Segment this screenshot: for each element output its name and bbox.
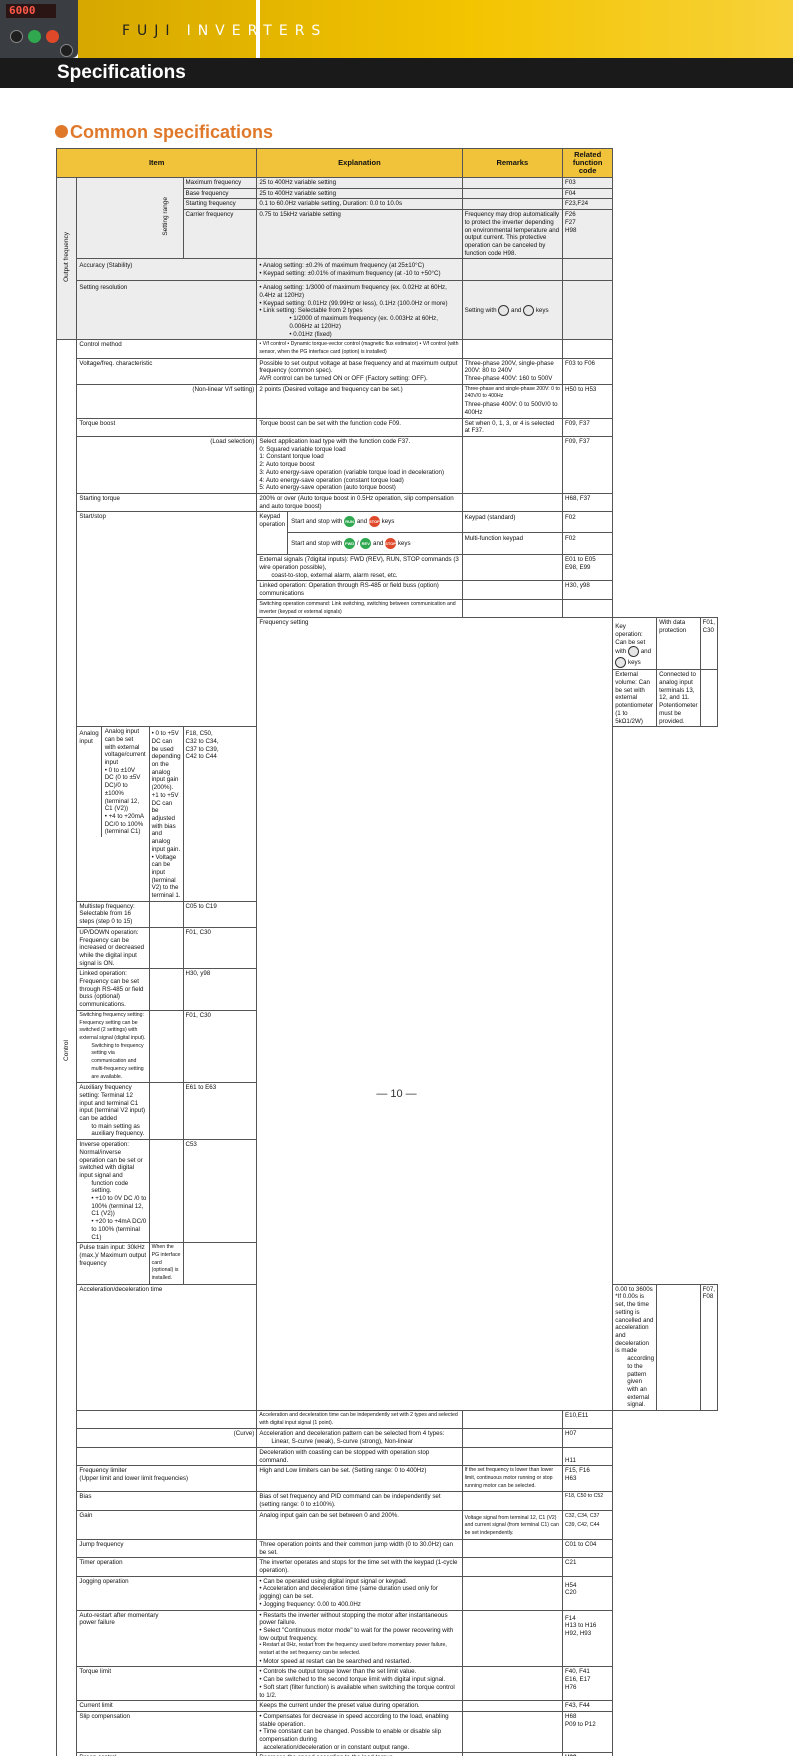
explanation-cell: Switching frequency setting: Frequency setting can be switched (2 settings) with external signal (digital input). Switching to frequency setting via communication and multi-frequency setting are available. (77, 1010, 149, 1082)
table-row (57, 1447, 718, 1465)
table-row (57, 493, 718, 511)
run-key-icon: RUN (344, 516, 355, 527)
item-cell: (Non-linear V/f setting) (77, 384, 257, 418)
item-cell (77, 1753, 257, 1756)
explanation-cell: • V/f control • Dynamic torque-vector control (magnetic flux estimator) • V/f control (with sensor, when the PG interface card (option) is installed) (257, 340, 462, 358)
remarks-cell: Setting with and keys (462, 281, 562, 340)
explanation-cell: 2 points (Desired voltage and frequency can be set.) (257, 384, 462, 418)
col-item: Item (57, 149, 257, 178)
remarks-cell: Three-phase and single-phase 200V: 0 to 240V/0 to 400Hz Three-phase 400V: 0 to 500V/0 to 400Hz (462, 384, 562, 418)
remarks-cell: Keypad (standard) Multi-function keypad (462, 512, 562, 555)
brand-logo (122, 23, 327, 39)
table-row (57, 259, 718, 281)
rev-key-icon: REV (360, 538, 371, 549)
explanation-cell: • Restarts the inverter without stopping the motor after instantaneous power failure. • Select "Continuous motor mode" to wait for the power recovering with low output frequency. • Restart at 0Hz, restart from the frequency used before momentary power failure, restart at the set frequency can be selected. • Motor speed at restart can be searched and restarted. (257, 1610, 462, 1667)
code-cell: F02 F02 (563, 512, 613, 555)
explanation-cell: High and Low limiters can be set. (Setting range: 0 to 400Hz) (257, 1466, 462, 1492)
item-cell: Base frequency (183, 188, 257, 199)
remarks-cell: Three-phase 200V, single-phase 200V: 80 to 240V Three-phase 400V: 160 to 500V (462, 358, 562, 384)
code-cell: H50 to H53 (563, 384, 613, 418)
explanation-cell: External volume: Can be set with external potentiometer (1 to 5kΩ1/2W) (613, 670, 657, 727)
item-cell: Bias (77, 1492, 257, 1510)
explanation-cell (257, 512, 462, 555)
table-row (57, 1667, 718, 1701)
explanation-cell: • Compensates for decrease in speed according to the load, enabling stable operation. • Time constant can be changed. Possible to enable or disable slip compensation during acceleration/deceleration or in constant output range. (257, 1711, 462, 1753)
explanation-cell: External signals (7digital inputs): FWD (REV), RUN, STOP commands (3 wire operation possible), coast-to-stop, external alarm, alarm reset, etc. (257, 555, 462, 581)
table-row (57, 340, 718, 358)
table-header-row (57, 149, 718, 178)
table-row (57, 1492, 718, 1510)
table-row (57, 512, 718, 555)
col-explanation: Explanation (257, 149, 462, 178)
explanation-cell: UP/DOWN operation: Frequency can be increased or decreased while the digital input signal is ON. (77, 927, 149, 969)
explanation-cell: Deceleration with coasting can be stopped with operation stop command. (257, 1447, 462, 1465)
explanation-cell: • Controls the output torque lower than the set limit value. • Can be switched to the second torque limit with digital input signal. • Soft start (filter function) is available when switching the torque control to 1/2. (257, 1667, 462, 1701)
code-cell: H54 C20 (563, 1576, 613, 1610)
remarks-cell: Voltage signal from terminal 12, C1 (V2) and current signal (from terminal C1) can be set independently. (462, 1510, 562, 1539)
table-row (57, 1753, 718, 1756)
item-cell: Setting resolution (77, 281, 257, 340)
category-control: Control (57, 340, 77, 1756)
explanation-cell: Possible to set output voltage at base frequency and at maximum output frequency (common spec). AVR control can be turned ON or OFF (Factory setting: OFF). (257, 358, 462, 384)
item-cell: (Curve) (77, 1429, 257, 1447)
explanation-cell: Pulse train input: 30kHz (max.)/ Maximum output frequency (77, 1243, 149, 1285)
table-row (57, 178, 718, 189)
explanation-cell: Torque boost can be set with the function code F09. (257, 418, 462, 436)
up-key-icon (628, 646, 639, 657)
page-number: — 10 — (376, 1088, 417, 1100)
item-cell: Current limit (77, 1701, 257, 1712)
explanation-cell: 25 to 400Hz variable setting (257, 178, 462, 189)
subcategory-setting-range: Setting range (149, 178, 183, 259)
stop-key-icon: STOP (385, 538, 396, 549)
remarks-cell: When the PG interface card (optional) is installed. (149, 1243, 183, 1285)
explanation-cell: • Analog setting: ±0.2% of maximum frequency (at 25±10°C) • Keypad setting: ±0.01% of maximum frequency (at -10 to +50°C) (257, 259, 462, 281)
code-cell: H68 P09 to P12 (563, 1711, 613, 1753)
code-cell: H11 (563, 1447, 613, 1465)
title-bar (0, 58, 793, 88)
explanation-cell: 0.00 to 3600s *If 0.00s is set, the time setting is cancelled and acceleration and deceleration is made according to the pattern given with an external signal. (613, 1284, 657, 1410)
item-cell: Control method (77, 340, 257, 358)
code-cell: E01 to E05 E98, E99 (563, 555, 613, 581)
specifications-table (56, 148, 718, 1756)
table-row (57, 1558, 718, 1576)
analog-input-label: Analog input (77, 727, 101, 837)
explanation-cell: Acceleration and deceleration time can be independently set with 2 types and selected with digital input signal (1 point). (257, 1411, 462, 1429)
explanation-cell: Select application load type with the function code F37. 0: Squared variable torque load 1: Constant torque load 2: Auto torque boost 3: Auto energy-save operation (variable torque load in deceleration) 4: Auto energy-save operation (constant torque load) 5: Auto energy-save operation (auto torque boost) (257, 436, 462, 493)
explanation-cell: • Can be operated using digital input signal or keypad. • Acceleration and deceleration time (same duration used only for jogging) can be set. • Jogging frequency: 0.00 to 400.0Hz (257, 1576, 462, 1610)
item-cell: Voltage/freq. characteristic (77, 358, 257, 384)
item-cell: Accuracy (Stability) (77, 259, 257, 281)
category-output-frequency: Output frequency (57, 178, 77, 340)
bullet-icon (55, 125, 68, 138)
item-cell: Torque boost (77, 418, 257, 436)
keypad-fwd-rev-stop: Start and stop with FWD / REV and STOP keys (288, 533, 461, 554)
code-cell (563, 1753, 613, 1756)
item-cell: (Load selection) (77, 436, 257, 493)
keypad-button-icon (10, 30, 23, 43)
code-cell: H07 (563, 1429, 613, 1447)
code-cell: F01, C30 (183, 1010, 257, 1082)
remarks-cell: Frequency may drop automatically to protect the inverter depending on environmental temperature and output current. This protective operation can be canceled by function code H98. (462, 210, 562, 259)
code-cell: F18, C50, C32 to C34, C37 to C39, C42 to C44 (183, 727, 257, 901)
explanation-cell: 200% or over (Auto torque boost in 0.5Hz operation, slip compensation and auto torque boost) (257, 493, 462, 511)
keypad-display: 6000 (6, 4, 56, 18)
code-cell: F01, C30 (700, 618, 717, 670)
keypad-run-stop: Start and stop with RUN and STOP keys (288, 512, 461, 533)
item-cell: Jogging operation (77, 1576, 257, 1610)
brand-inverters: INVERTERS (186, 23, 328, 39)
explanation-cell: 0.75 to 15kHz variable setting (257, 210, 462, 259)
table-row (57, 436, 718, 493)
item-cell: Torque limit (77, 1667, 257, 1701)
explanation-cell: Inverse operation: Normal/inverse operation can be set or switched with digital input signal and function code setting. • +10 to 0V DC /0 to 100% (terminal 12, C1 (V2)) • +20 to +4mA DC/0 to 100% (terminal C1) (77, 1140, 149, 1243)
explanation-cell: Switching operation command: Link switching, switching between communication and inverter (keypad or external signals) (257, 599, 462, 617)
table-row (57, 1576, 718, 1610)
code-cell: H68, F37 (563, 493, 613, 511)
explanation-cell: Linked operation: Operation through RS-485 or field buss (option) communications (257, 581, 462, 599)
keypad-stop-icon (46, 30, 59, 43)
col-remarks: Remarks (462, 149, 562, 178)
code-cell: F04 (563, 188, 613, 199)
table-row (57, 1411, 718, 1429)
fwd-key-icon: FWD (344, 538, 355, 549)
code-cell: F09, F37 (563, 418, 613, 436)
page-header (0, 0, 793, 88)
remarks-cell: Set when 0, 1, 3, or 4 is selected at F37. (462, 418, 562, 436)
inverter-keypad-image (0, 0, 78, 58)
table-row (57, 1539, 718, 1557)
keypad-button-icon (60, 44, 73, 57)
item-cell: Acceleration/deceleration time (77, 1284, 257, 1410)
explanation-cell: The inverter operates and stops for the time set with the keypad (1-cycle operation). (257, 1558, 462, 1576)
explanation-cell: Keeps the current under the preset value during operation. (257, 1701, 462, 1712)
keypad-run-icon (28, 30, 41, 43)
code-cell: F15, F16 H63 (563, 1466, 613, 1492)
code-cell: C21 (563, 1558, 613, 1576)
brand-fuji: FUJI (122, 23, 177, 39)
item-cell: Carrier frequency (183, 210, 257, 259)
item-cell: Timer operation (77, 1558, 257, 1576)
down-key-icon (523, 305, 534, 316)
table-row (57, 418, 718, 436)
explanation-cell: Linked operation: Frequency can be set through RS-485 or field buss (optional) communications. (77, 969, 149, 1011)
section-title: Common specifications (55, 122, 273, 143)
code-cell: C01 to C04 (563, 1539, 613, 1557)
remarks-cell: Connected to analog input terminals 13, 12, and 11. Potentiometer must be provided. (657, 670, 701, 727)
code-cell: H30, y98 (563, 581, 613, 599)
code-cell: F07, F08 (700, 1284, 717, 1410)
item-cell: Starting frequency (183, 199, 257, 210)
item-cell: Frequency limiter (Upper limit and lower limit frequencies) (77, 1466, 257, 1492)
item-cell: Jump frequency (77, 1539, 257, 1557)
code-cell: F18, C50 to C52 (563, 1492, 613, 1510)
item-cell: Auto-restart after momentary power failure (77, 1610, 257, 1667)
code-cell: F23,F24 (563, 199, 613, 210)
explanation-cell: Bias of set frequency and PID command can be independently set (setting range: 0 to ±100%). (257, 1492, 462, 1510)
col-code: Related function code (563, 149, 613, 178)
explanation-cell: Acceleration and deceleration pattern can be selected from 4 types: Linear, S-curve (weak), S-curve (strong), Non-linear (257, 1429, 462, 1447)
table-row (57, 1510, 718, 1539)
explanation-cell: Analog input Analog input can be set with external voltage/current input • 0 to ±10V DC (0 to ±5V DC)/0 to ±100% (terminal 12, C1 (V2)) • +4 to +20mA DC/0 to 100% (terminal C1) (77, 727, 149, 901)
stop-key-icon: STOP (369, 516, 380, 527)
up-key-icon (498, 305, 509, 316)
code-cell: F03 (563, 178, 613, 189)
explanation-cell: Analog input gain can be set between 0 and 200%. (257, 1510, 462, 1539)
code-cell: F14 H13 to H16 H92, H93 (563, 1610, 613, 1667)
explanation-cell: 25 to 400Hz variable setting (257, 188, 462, 199)
item-cell: Starting torque (77, 493, 257, 511)
table-row (57, 281, 718, 340)
item-cell: Frequency setting (257, 618, 613, 1411)
code-cell: F43, F44 (563, 1701, 613, 1712)
code-cell: C53 (183, 1140, 257, 1243)
code-cell: E61 to E63 (183, 1083, 257, 1140)
table-row (57, 1610, 718, 1667)
code-cell: E10,E11 (563, 1411, 613, 1429)
down-key-icon (615, 657, 626, 668)
item-cell: Maximum frequency (183, 178, 257, 189)
code-cell: C05 to C19 (183, 901, 257, 927)
page-title: Specifications (57, 62, 186, 83)
item-cell: Slip compensation (77, 1711, 257, 1753)
code-cell: F09, F37 (563, 436, 613, 493)
explanation-cell: Multistep frequency: Selectable from 16 steps (step 0 to 15) (77, 901, 149, 927)
explanation-cell: Auxiliary frequency setting: Terminal 12 input and terminal C1 input (terminal V2 input) can be added to main setting as auxiliary frequency. (77, 1083, 149, 1140)
item-cell: Start/stop (77, 512, 257, 727)
code-cell: F40, F41 E16, E17 H76 (563, 1667, 613, 1701)
code-cell: H30, y98 (183, 969, 257, 1011)
table-row (57, 1711, 718, 1753)
explanation-cell: 0.1 to 60.0Hz variable setting, Duration: 0.0 to 10.0s (257, 199, 462, 210)
explanation-cell: Key operation: Can be set with and keys (613, 618, 657, 670)
remarks-cell: • 0 to +5V DC can be used depending on the analog input gain (200%). +1 to +5V DC can be adjusted with bias and analog input gain. • Voltage can be input (terminal V2) to the terminal 1. (149, 727, 183, 901)
keypad-operation-label: Keypad operation (257, 512, 287, 554)
remarks-cell: If the set frequency is lower than lower limit, continuous motor running or stop running motor can be selected. (462, 1466, 562, 1492)
table-row (57, 1466, 718, 1492)
table-row (57, 1429, 718, 1447)
remarks-cell: With data protection (657, 618, 701, 670)
table-row (57, 358, 718, 384)
code-cell: F26 F27 H98 (563, 210, 613, 259)
table-row (57, 1701, 718, 1712)
table-row (57, 384, 718, 418)
explanation-cell: Three operation points and their common jump width (0 to 30.0Hz) can be set. (257, 1539, 462, 1557)
code-cell: F01, C30 (183, 927, 257, 969)
explanation-cell: • Analog setting: 1/3000 of maximum frequency (ex. 0.02Hz at 60Hz, 0.4Hz at 120Hz) • Keypad setting: 0.01Hz (99.99Hz or less), 0.1Hz (100.0Hz or more) • Link setting: Selectable from 2 types • 1/2000 of maximum frequency (ex. 0.003Hz at 60Hz, 0.006Hz at 120Hz) • 0.01Hz (fixed) (257, 281, 462, 340)
item-cell: Gain (77, 1510, 257, 1539)
explanation-cell (257, 1753, 462, 1756)
code-cell: C32, C34, C37 C39, C42, C44 (563, 1510, 613, 1539)
code-cell: F03 to F06 (563, 358, 613, 384)
